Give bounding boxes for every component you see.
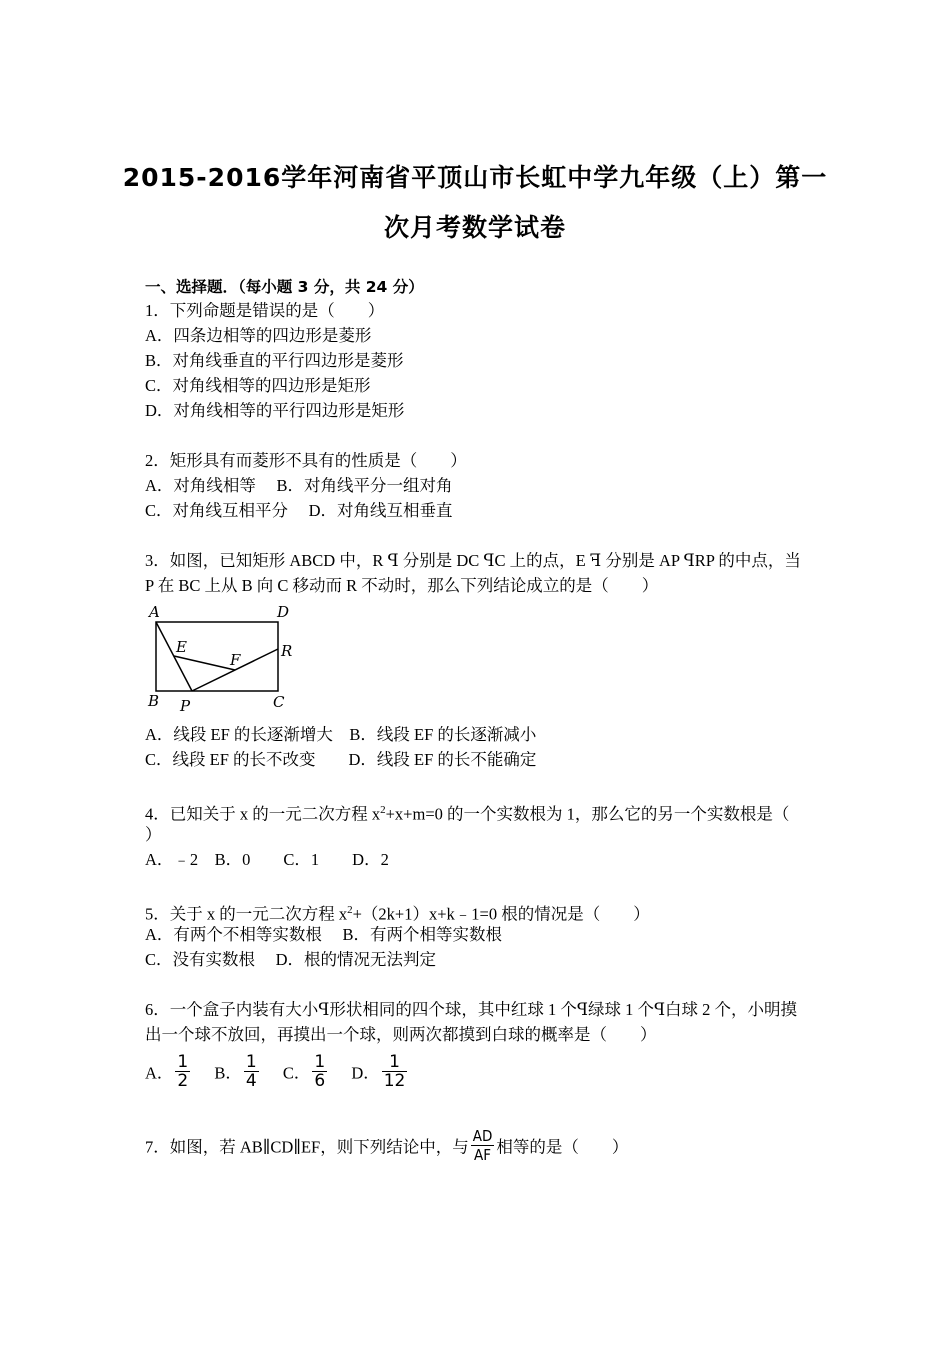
q5-exponent: 2	[347, 904, 353, 916]
fraction: $\frac{1}{6}$	[314, 1052, 326, 1091]
q6-options	[145, 1053, 427, 1090]
q6-option-a: A． $\frac{1}{2}$	[145, 1052, 189, 1091]
q3-options-row-2: C．线段 EF 的长不改变 D．线段 EF 的长不能确定	[145, 750, 537, 769]
q4-stem-line-2: ）	[145, 825, 162, 844]
q1-option-b: B．对角线垂直的平行四边形是菱形	[145, 351, 404, 370]
q4-exponent: 2	[380, 804, 386, 816]
fraction: $\frac{1}{12}$	[383, 1052, 406, 1091]
q3-stem-line-1: 3．如图，已知矩形 ABCD 中，R ꟼ 分别是 DC ꟼC 上的点，E ꟻ 分别是 AP ꟼRP 的中点，当	[145, 551, 801, 570]
fraction-ad-over-af: $\frac{AD}{AF}$	[472, 1127, 493, 1164]
q6-option-d: D． $\frac{1}{12}$	[351, 1052, 406, 1091]
label-e: E	[176, 638, 187, 656]
fraction: $\frac{1}{2}$	[177, 1052, 189, 1091]
label-b: B	[148, 692, 160, 710]
label-r: R	[281, 642, 293, 660]
page-title-line-2: 次月考数学试卷	[383, 213, 566, 242]
page-title-line-1: 2015-2016学年河南省平顶山市长虹中学九年级（上）第一	[122, 163, 828, 192]
q1-option-c: C．对角线相等的四边形是矩形	[145, 376, 371, 395]
q2-options-row-1: A．对角线相等 B．对角线平分一组对角	[145, 476, 453, 495]
q3-stem-line-2: P 在 BC 上从 B 向 C 移动而 R 不动时，那么下列结论成立的是（ ）	[145, 576, 659, 595]
q6-stem-line-1: 6．一个盒子内装有大小ꟼ形状相同的四个球，其中红球 1 个ꟼ绿球 1 个ꟼ白球 2 个，小明摸	[145, 1000, 798, 1019]
label-d: D	[277, 603, 290, 621]
rectangle-figure	[140, 600, 310, 718]
q1-stem: 1．下列命题是错误的是（ ）	[145, 301, 385, 320]
label-a: A	[149, 603, 160, 621]
q3-options-row-1: A．线段 EF 的长逐渐增大 B．线段 EF 的长逐渐减小	[145, 725, 537, 744]
q2-stem: 2．矩形具有而菱形不具有的性质是（ ）	[145, 451, 467, 470]
section-heading: 一、选择题．（每小题 3 分，共 24 分）	[145, 278, 424, 296]
q7-stem-post: 相等的是（ ）	[496, 1137, 629, 1157]
q4-stem-pre: 4．已知关于 x 的一元二次方程 x	[145, 804, 381, 824]
q6-option-b: B． $\frac{1}{4}$	[214, 1052, 257, 1091]
label-p: P	[180, 697, 191, 715]
q4-stem-post: +x+m=0 的一个实数根为 1，那么它的另一个实数根是（	[385, 804, 790, 824]
q4-options: A．﹣2 B．0 C．1 D．2	[145, 850, 389, 869]
segment-ef	[174, 656, 235, 670]
q5-stem-pre: 5．关于 x 的一元二次方程 x	[145, 904, 348, 924]
q5-stem	[145, 899, 650, 926]
q7-stem-pre: 7．如图，若 AB∥CD∥EF，则下列结论中，与	[145, 1137, 469, 1157]
q1-option-d: D．对角线相等的平行四边形是矩形	[145, 401, 405, 420]
q7-stem	[145, 1127, 628, 1164]
q5-options-row-2: C．没有实数根 D．根的情况无法判定	[145, 950, 437, 969]
q2-options-row-2: C．对角线互相平分 D．对角线互相垂直	[145, 501, 453, 520]
q5-stem-post: +（2k+1）x+k﹣1=0 根的情况是（ ）	[352, 904, 650, 924]
q6-option-c: C． $\frac{1}{6}$	[282, 1052, 326, 1091]
q5-options-row-1: A．有两个不相等实数根 B．有两个相等实数根	[145, 925, 503, 944]
label-f: F	[230, 651, 241, 669]
q4-stem-line-1	[145, 799, 789, 826]
label-c: C	[273, 693, 285, 711]
q6-stem-line-2: 出一个球不放回，再摸出一个球，则两次都摸到白球的概率是（ ）	[145, 1025, 657, 1044]
q1-option-a: A．四条边相等的四边形是菱形	[145, 326, 372, 345]
fraction: $\frac{1}{4}$	[245, 1052, 257, 1091]
